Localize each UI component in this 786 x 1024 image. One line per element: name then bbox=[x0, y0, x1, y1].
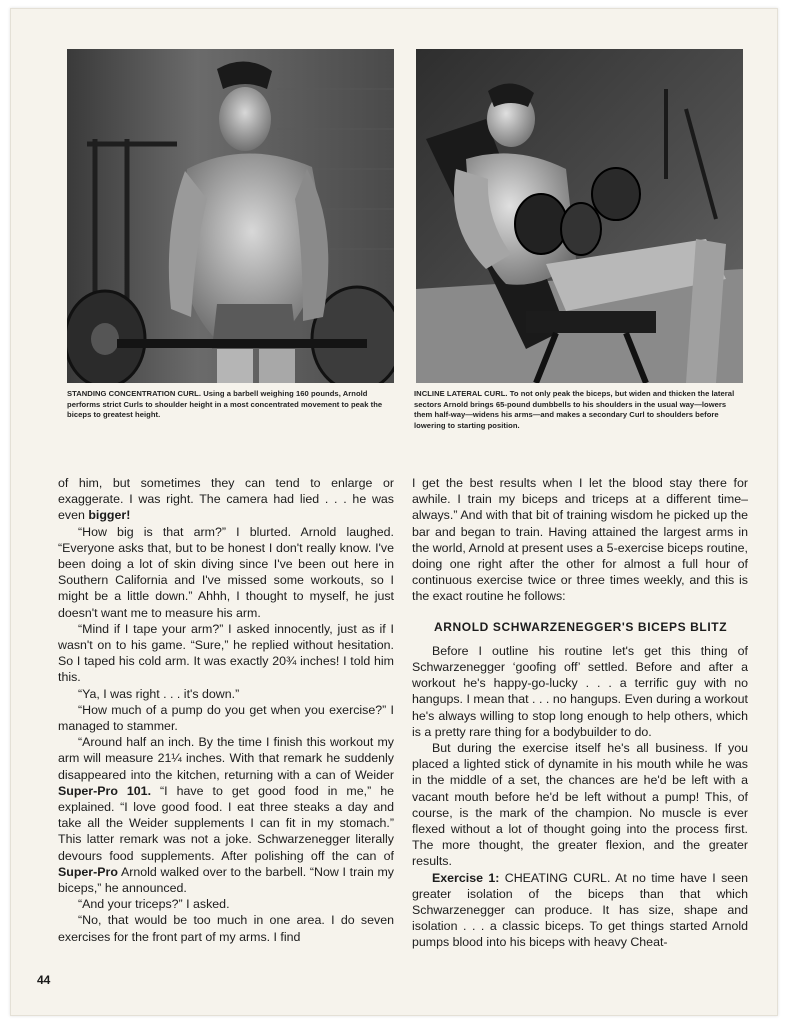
incline-curl-photo bbox=[416, 49, 743, 383]
product-name: Super-Pro bbox=[58, 864, 118, 879]
standing-curl-illustration bbox=[67, 49, 394, 383]
paragraph: I get the best results when I let the blood stay there for awhile. I train my biceps and triceps at a different time–always.” And with that bit of training wisdom he picked up the bar and began to train. Having attained the largest arms in the world, Arnold at present uses a 5-exercise biceps routine, doing one right after the other for almost a full hour of continuous exercise twice or three times weekly, and this is the exact routine he follows: bbox=[412, 476, 748, 604]
paragraph: “Mind if I tape your arm?” I asked innocently, just as if I wasn't on to his game. “Sure,” he replied without hesitation. So I taped his cold arm. It was exactly 20¾ inches! I told him this. bbox=[58, 621, 394, 685]
product-name: Super-Pro 101. bbox=[58, 783, 152, 798]
standing-curl-photo bbox=[67, 49, 394, 383]
paragraph-text: Arnold walked over to the barbell. “Now I train my biceps,” he announced. bbox=[58, 864, 394, 896]
paragraph-text: “Around half an inch. By the time I finish this workout my arm will measure 21¼ inches. With that remark he suddenly disappeared into the kitchen, returning with a can of Weider bbox=[58, 735, 394, 782]
incline-curl-illustration bbox=[416, 49, 743, 383]
paragraph: “And your triceps?” I asked. bbox=[78, 897, 230, 912]
paragraph: But during the exercise itself he's all business. If you placed a lighted stick of dynamite in his mouth while he was in the middle of a set, the chances are he'd be left with a vacant mouth before he'd be left without a pump! This, of course, is the mark of the champion. No muscle is ever flexed without a lot of thought going into the process first. The more thought, the greater flexion, and the greater results. bbox=[412, 741, 748, 869]
exercise-label: Exercise 1: bbox=[432, 870, 500, 885]
paragraph: “How big is that arm?” I blurted. Arnold laughed. “Everyone asks that, but to be honest I don't really know. I've been doing a lot of skin diving since I've been out here in Southern California and I've missed some workouts, so I might be a little down.” Ahhh, I thought to myself, he just doesn't want me to measure his arm. bbox=[58, 524, 394, 620]
magazine-page bbox=[10, 8, 778, 1016]
paragraph-text: of him, but sometimes they can tend to enlarge or exaggerate. I was right. The camera had lied . . . he was even bbox=[58, 476, 394, 523]
caption-text: Using a barbell weighing 160 pounds, Arnold performs strict Curls to shoulder height in a most concentrated movement to peak the biceps to greatest height. bbox=[67, 389, 383, 420]
caption-title: INCLINE LATERAL CURL. bbox=[414, 389, 508, 398]
paragraph: “No, that would be too much in one area. I do seven exercises for the front part of my arms. I find bbox=[58, 913, 394, 944]
paragraph: Before I outline his routine let's get this thing of Schwarzenegger ‘goofing off’ settled. Before and after a workout he's happy-go-lucky . . . a terrific guy with no hangups. I mean that . . . no hangups. Even during a workout he's always willing to stop long enough to help others, which is a pretty rare thing for a bodybuilder to do. bbox=[412, 643, 748, 739]
caption-text: To not only peak the biceps, but widen and thicken the lateral sectors Arnold brings 65-pound dumbbells to his shoulders in the usual way—lowers them half-way—widens his arms—and makes a secondary Curl to shoulders before lowering to starting position. bbox=[414, 389, 735, 430]
page-number: 44 bbox=[37, 973, 51, 987]
section-heading: ARNOLD SCHWARZENEGGER'S BICEPS BLITZ bbox=[434, 619, 728, 634]
emphasis: bigger! bbox=[88, 508, 131, 523]
article-column-right bbox=[412, 475, 748, 951]
paragraph bbox=[58, 734, 394, 896]
paragraph-text: CHEATING CURL. At no time have I seen greater isolation of the biceps than that which Schwarzenegger can produce. It has size, shape and isolation . . . a classic biceps. To get things started Arnold pumps blood into his biceps with heavy Cheat- bbox=[412, 870, 748, 950]
paragraph: “How much of a pump do you get when you exercise?” I managed to stammer. bbox=[58, 702, 394, 734]
caption-incline-curl bbox=[414, 389, 746, 431]
paragraph bbox=[412, 870, 748, 951]
caption-title: STANDING CONCENTRATION CURL. bbox=[67, 389, 202, 398]
article-column-left bbox=[58, 475, 394, 945]
paragraph bbox=[58, 475, 394, 524]
paragraph-text: “I have to get good food in me,” he explained. “I love good food. I eat three steaks a day and take all the Weider supplements I can fit in my stomach.” This latter remark was not a joke. Schwarzenegger literally devours food supplements. After polishing off the can of bbox=[58, 783, 394, 863]
caption-standing-curl bbox=[67, 389, 397, 421]
paragraph: “Ya, I was right . . . it's down.” bbox=[78, 686, 240, 701]
